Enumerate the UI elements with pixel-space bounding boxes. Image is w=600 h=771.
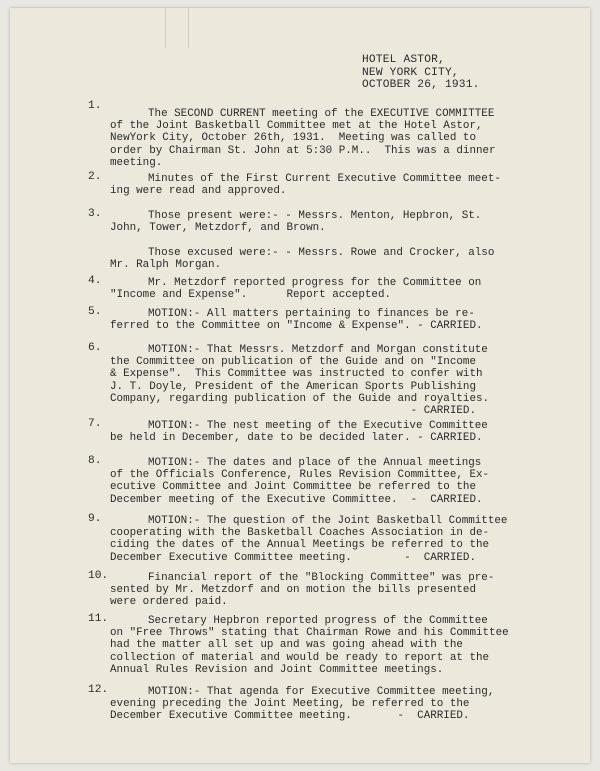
text-line: Secretary Hepbron reported progress of the Committee <box>148 615 488 627</box>
text-line: MOTION:- The dates and place of the Annual meetings <box>148 457 482 469</box>
text-line: John, Tower, Metzdorf, and Brown. <box>110 222 326 235</box>
header-line: OCTOBER 26, 1931. <box>362 79 480 92</box>
text-line: Company, regarding publication of the Guide and royalties. <box>110 392 490 405</box>
text-line: of the Joint Basketball Committee met at the Hotel Astor, <box>110 120 483 133</box>
text-line: sented by Mr. Metzdorf and on motion the bills presented <box>110 584 476 597</box>
item-number: 7. <box>88 418 102 430</box>
text-line: of the Officials Conference, Rules Revision Committee, Ex- <box>110 469 490 482</box>
text-line: ecutive Committee and Joint Committee be referred to the <box>110 481 476 494</box>
text-line: order by Chairman St. John at 5:30 P.M.. This was a dinner <box>110 144 496 157</box>
item-number: 6. <box>88 342 102 354</box>
item-text <box>110 344 550 417</box>
item-number: 5. <box>88 306 102 318</box>
text-line: December Executive Committee meeting. - CARRIED. <box>110 551 476 564</box>
text-line: MOTION:- All matters pertaining to finances be re- <box>148 308 475 320</box>
header-line: HOTEL ASTOR, <box>362 54 445 66</box>
fold-mark <box>188 8 189 48</box>
text-line: MOTION:- That Messrs. Metzdorf and Morgan constitute <box>148 344 488 356</box>
text-line: cooperating with the Basketball Coaches Association in de- <box>110 527 490 540</box>
item-text <box>110 247 550 271</box>
text-line: MOTION:- That agenda for Executive Committee meeting, <box>148 686 495 698</box>
text-line: evening preceding the Joint Meeting, be referred to the <box>110 698 470 711</box>
text-line: - CARRIED. <box>110 405 476 418</box>
text-line: the Committee on publication of the Guide and on "Income <box>110 356 476 369</box>
fold-mark <box>165 8 166 48</box>
text-line: MOTION:- The nest meeting of the Executive Committee <box>148 420 488 432</box>
item-text <box>110 210 550 234</box>
text-line: December meeting of the Executive Committee. - CARRIED. <box>110 493 483 506</box>
text-line: ferred to the Committee on "Income & Expense". - CARRIED. <box>110 320 483 333</box>
item-text <box>110 108 550 169</box>
item-text <box>110 308 550 332</box>
document-page <box>10 8 590 763</box>
item-number: 2. <box>88 171 102 183</box>
item-number: 3. <box>88 208 102 220</box>
text-line: Financial report of the "Blocking Committee" was pre- <box>148 572 495 584</box>
item-text <box>110 615 550 676</box>
text-line: ing were read and approved. <box>110 185 287 198</box>
text-line: had the matter all set up and was going ahead with the <box>110 639 463 652</box>
text-line: on "Free Throws" stating that Chairman Rowe and his Committee <box>110 627 509 640</box>
text-line: ciding the dates of the Annual Meetings be referred to the <box>110 539 490 552</box>
item-number: 1. <box>88 100 102 112</box>
item-text <box>110 420 550 444</box>
letter-header <box>362 54 480 92</box>
item-number: 4. <box>88 275 102 287</box>
text-line: NewYork City, October 26th, 1931. Meeting was called to <box>110 132 476 145</box>
item-text <box>110 686 550 723</box>
text-line: were ordered paid. <box>110 596 228 609</box>
item-text <box>110 515 550 564</box>
item-number: 11. <box>88 613 109 625</box>
text-line: Minutes of the First Current Executive Committee meet- <box>148 173 501 185</box>
item-text <box>110 173 550 197</box>
text-line: be held in December, date to be decided later. - CARRIED. <box>110 432 483 445</box>
text-line: MOTION:- The question of the Joint Basketball Committee <box>148 515 508 527</box>
header-line: NEW YORK CITY, <box>362 66 459 79</box>
item-number: 9. <box>88 513 102 525</box>
text-line: The SECOND CURRENT meeting of the EXECUTIVE COMMITTEE <box>148 108 495 120</box>
text-line: December Executive Committee meeting. - CARRIED. <box>110 710 470 723</box>
text-line: meeting. <box>110 156 163 169</box>
text-line: collection of material and would be ready to report at the <box>110 651 490 664</box>
text-line: Annual Rules Revision and Joint Committee meetings. <box>110 663 444 676</box>
text-line: Those excused were:- - Messrs. Rowe and Crocker, also <box>148 247 495 259</box>
text-line: "Income and Expense". Report accepted. <box>110 289 392 302</box>
text-line: & Expense". This Committee was instructed to confer with <box>110 368 483 381</box>
item-number: 10. <box>88 570 109 582</box>
item-text <box>110 572 550 609</box>
text-line: Mr. Metzdorf reported progress for the Committee on <box>148 277 482 289</box>
text-line: Those present were:- - Messrs. Menton, Hepbron, St. <box>148 210 482 222</box>
item-text <box>110 277 550 301</box>
item-number: 12. <box>88 684 109 696</box>
item-text <box>110 457 550 506</box>
item-number: 8. <box>88 455 102 467</box>
text-line: Mr. Ralph Morgan. <box>110 259 222 272</box>
text-line: J. T. Doyle, President of the American Sports Publishing <box>110 380 476 393</box>
